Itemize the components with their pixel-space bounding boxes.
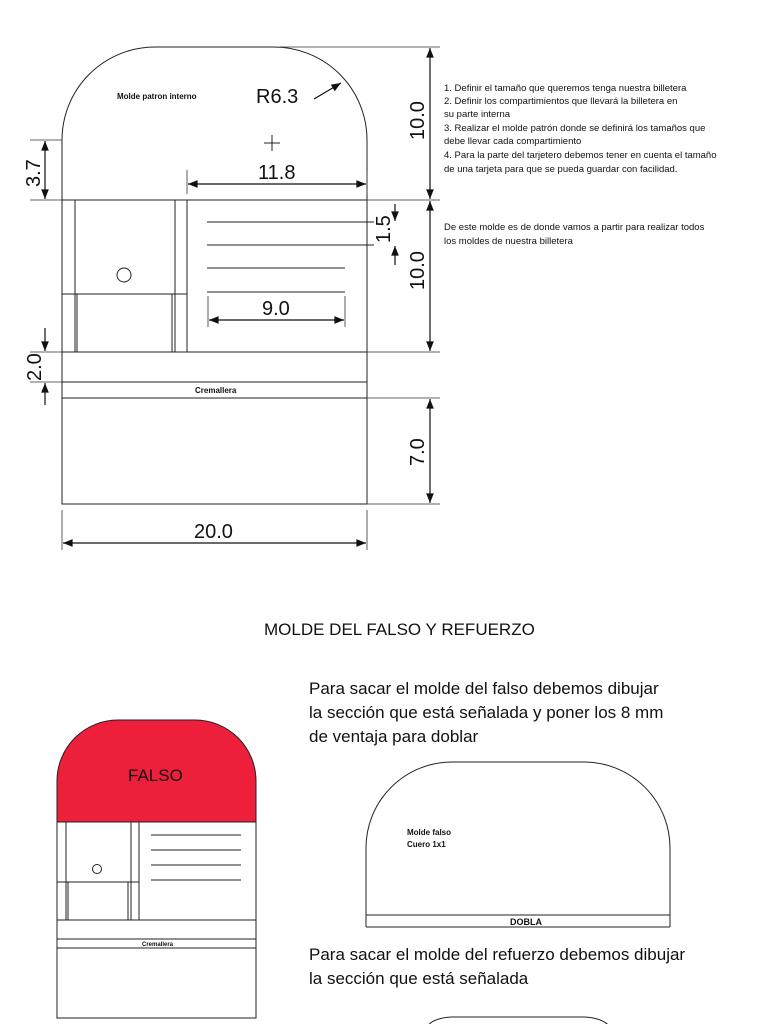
note-line: debe llevar cada compartimiento: [444, 136, 582, 147]
paragraph-line: la sección que está señalada: [309, 969, 529, 988]
paragraph-line: la sección que está señalada y poner los 8 mm: [309, 703, 664, 722]
dim-top-height-label: 10.0: [407, 101, 429, 140]
note-line: De este molde es de donde vamos a partir para realizar todos: [444, 222, 705, 233]
refuerzo-pattern-outline: [425, 1017, 612, 1024]
section-title: MOLDE DEL FALSO Y REFUERZO: [264, 620, 535, 639]
radius-leader: [314, 83, 341, 99]
main-pattern: [23, 47, 440, 550]
falso-pattern-outline: [366, 762, 670, 915]
note-line: 2. Definir los compartimientos que llevará la billetera en: [444, 96, 678, 107]
fold-label: DOBLA: [510, 917, 542, 927]
zipper-label: Cremallera: [195, 386, 237, 395]
dim-line-gap-label: 1.5: [373, 215, 395, 243]
note-line: los moldes de nuestra billetera: [444, 236, 573, 247]
paragraph-line: de ventaja para doblar: [309, 727, 479, 746]
note-line: 4. Para la parte del tarjetero debemos tener en cuenta el tamaño: [444, 150, 717, 161]
falso-diagram: [57, 720, 256, 1018]
dim-total-width-label: 20.0: [194, 521, 233, 543]
dim-inner-width-label: 11.8: [258, 162, 296, 184]
main-pattern-outline: [62, 47, 367, 200]
dim-bottom-height-label: 7.0: [407, 438, 429, 466]
falso-label: FALSO: [128, 766, 183, 785]
radius-label: R6.3: [256, 86, 299, 108]
paragraph-line: Para sacar el molde del falso debemos dibujar: [309, 679, 659, 698]
dim-left-bottom-label: 2.0: [24, 353, 46, 381]
note-line: 3. Realizar el molde patrón donde se definirá los tamaños que: [444, 123, 706, 134]
falso-pattern-label: Molde falso: [407, 828, 452, 837]
note-line: 1. Definir el tamaño que queremos tenga nuestra billetera: [444, 83, 687, 94]
dim-card-width-label: 9.0: [262, 298, 290, 320]
dim-mid-height-label: 10.0: [407, 251, 429, 290]
falso-pattern-material: Cuero 1x1: [407, 840, 446, 849]
small-zipper-label: Cremallera: [142, 942, 174, 948]
note-line: su parte interna: [444, 109, 511, 120]
paragraph-line: Para sacar el molde del refuerzo debemos dibujar: [309, 945, 686, 964]
snap-button-icon: [93, 865, 102, 874]
instructions: [444, 83, 717, 247]
snap-button-icon: [117, 268, 131, 282]
inner-pattern-label: Molde patron interno: [117, 92, 197, 101]
dim-left-top-label: 3.7: [23, 159, 45, 187]
falso-pattern: [366, 762, 670, 927]
note-line: de una tarjeta para que se pueda guardar con facilidad.: [444, 164, 678, 175]
